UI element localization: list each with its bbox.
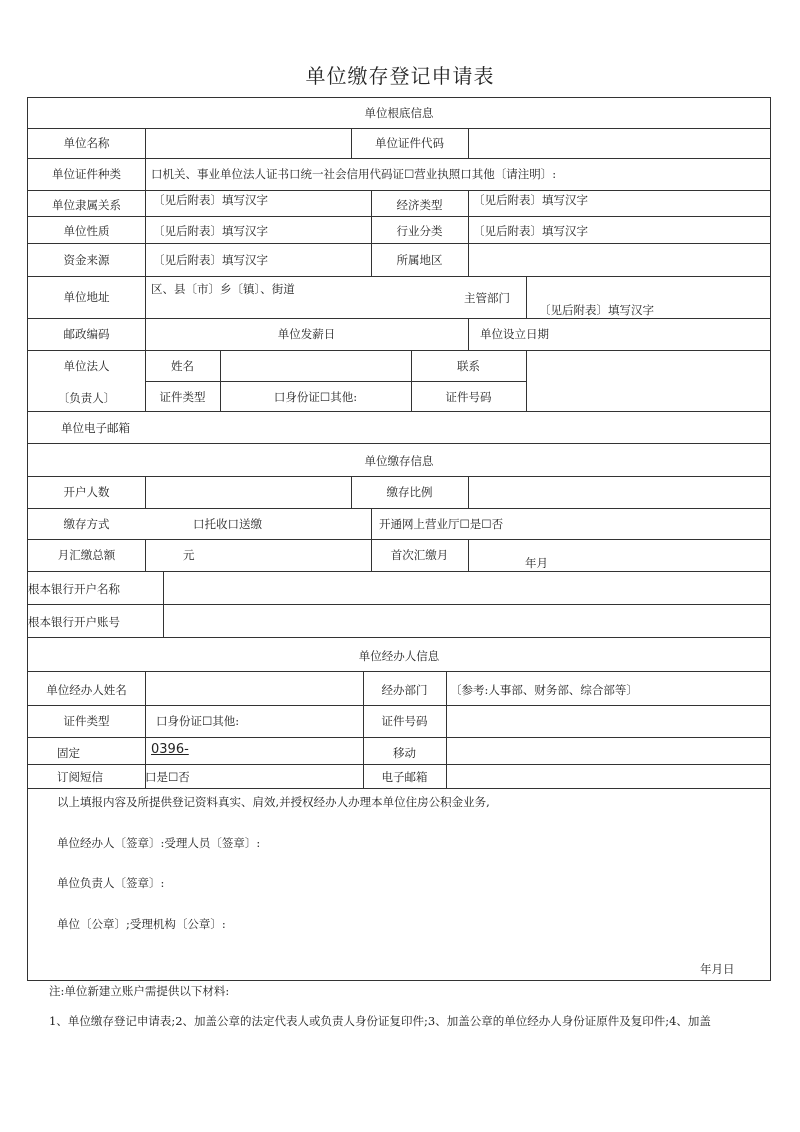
- form-title: 单位缴存登记申请表: [305, 64, 495, 88]
- account-count-label: 开户人数: [63, 485, 110, 499]
- deposit-method-options: 口托收口送缴: [193, 517, 262, 531]
- affiliation-hint: 〔见后附表〕填写汉字: [153, 193, 268, 207]
- region-label: 所属地区: [396, 253, 443, 267]
- supervisor-label: 主管部门: [464, 291, 510, 305]
- industry-label: 行业分类: [396, 224, 443, 238]
- agent-dept-hint: 〔参考:人事部、财务部、综合部等〕: [450, 683, 638, 697]
- sms-options: 口是☐否: [145, 770, 190, 784]
- unit-seal-line: 单位〔公章〕;受理机构〔公章〕:: [57, 917, 226, 931]
- legal-id-type-label: 证件类型: [159, 390, 206, 404]
- first-month-label: 首次汇缴月: [390, 548, 449, 562]
- agent-signature-line: 单位经办人〔签章〕:受理人员〔签章〕:: [57, 836, 261, 850]
- agent-phone-label: 固定: [57, 746, 80, 760]
- unit-nature-label: 单位性质: [63, 224, 110, 238]
- bank-name-label: 根本银行开户名称: [28, 582, 120, 596]
- notes-materials: 1、单位缴存登记申请表;2、加盖公章的法定代表人或负责人身份证复印件;3、加盖公章的单位经办人身份证原件及复印件;4、加盖: [49, 1014, 711, 1028]
- agent-email-label: 电子邮箱: [381, 770, 428, 784]
- fund-source-label: 资金来源: [63, 253, 110, 267]
- legal-name-label: 姓名: [171, 359, 194, 373]
- unit-email-label: 单位电子邮箱: [61, 421, 130, 435]
- unit-cert-type-options: 口机关、事业单位法人证书口统一社会信用代码证☐营业执照口其他〔请注明〕:: [151, 167, 557, 181]
- leader-signature-line: 单位负责人〔签章〕:: [57, 876, 165, 890]
- basic-section-header: 单位根底信息: [364, 106, 434, 120]
- agent-phone-value: 0396-: [151, 742, 189, 757]
- agent-name-label: 单位经办人姓名: [46, 683, 127, 697]
- sms-label: 订阅短信: [57, 770, 103, 784]
- legal-person-sub-label: 〔负责人〕: [57, 391, 116, 405]
- notes-heading: 注:单位新建立账户需提供以下材料:: [49, 984, 230, 998]
- monthly-total-label: 月汇缴总额: [57, 548, 116, 562]
- unit-cert-code-label: 单位证件代码: [375, 136, 444, 150]
- agent-id-number-label: 证件号码: [381, 714, 428, 728]
- unit-name-label: 单位名称: [63, 136, 110, 150]
- bank-account-label: 根本银行开户账号: [28, 615, 120, 629]
- economy-type-hint: 〔见后附表〕填写汉字: [473, 193, 588, 207]
- legal-id-number-label: 证件号码: [445, 390, 492, 404]
- address-label: 单位地址: [63, 290, 110, 304]
- legal-id-type-options: 口身份证☐其他:: [273, 390, 358, 404]
- supervisor-hint: 〔见后附表〕填写汉字: [539, 303, 654, 317]
- declaration-statement: 以上填报内容及所提供登记资料真实、肩效,并授权经办人办理本单位住房公积金业务,: [57, 795, 490, 809]
- postcode-label: 邮政编码: [63, 327, 110, 341]
- industry-hint: 〔见后附表〕填写汉字: [473, 224, 588, 238]
- pay-day-label: 单位发薪日: [277, 327, 336, 341]
- agent-section-header: 单位经办人信息: [358, 649, 440, 663]
- registration-form: [27, 97, 771, 981]
- first-month-value: 年月: [525, 556, 548, 570]
- agent-dept-label: 经办部门: [381, 683, 428, 697]
- declaration-date: 年月日: [700, 962, 735, 976]
- online-hall-options: 开通网上营业厅☐是☐否: [379, 517, 504, 531]
- affiliation-label: 单位隶属关系: [52, 198, 121, 212]
- unit-cert-type-label: 单位证件种类: [52, 167, 121, 181]
- monthly-total-unit: 元: [183, 548, 195, 562]
- economy-type-label: 经济类型: [396, 198, 443, 212]
- unit-nature-hint: 〔见后附表〕填写汉字: [153, 224, 268, 238]
- fund-source-hint: 〔见后附表〕填写汉字: [153, 253, 268, 267]
- deposit-ratio-label: 缴存比例: [386, 485, 433, 499]
- founded-label: 单位设立日期: [480, 327, 549, 341]
- legal-person-label: 单位法人: [63, 359, 110, 373]
- deposit-section-header: 单位缴存信息: [364, 454, 434, 468]
- legal-contact-label: 联系: [457, 359, 480, 373]
- deposit-method-label: 缴存方式: [63, 517, 110, 531]
- agent-id-type-label: 证件类型: [63, 714, 110, 728]
- agent-mobile-label: 移动: [393, 746, 416, 760]
- address-value: 区、县〔市〕乡〔镇〕、街道: [151, 282, 295, 296]
- agent-id-type-options: 口身份证☐其他:: [156, 714, 240, 728]
